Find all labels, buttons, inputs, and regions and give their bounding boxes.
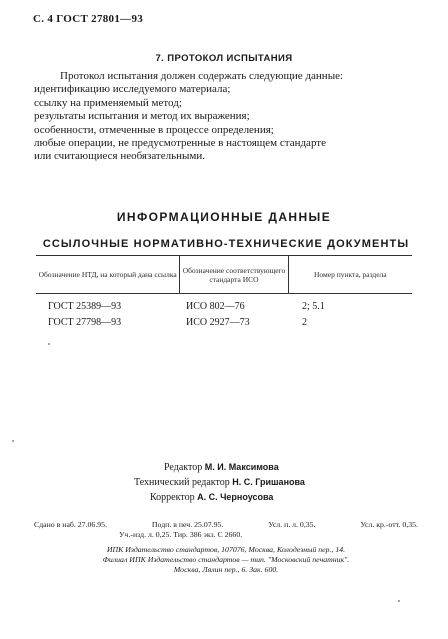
column-header-ntd: Обозначение НТД, на который дана ссылка <box>38 270 177 279</box>
imprint-block <box>34 520 418 540</box>
cell-iso: ИСО 802—76 <box>186 300 245 312</box>
imprint-typeset: Сдано в наб. 27.06.95. <box>34 520 108 529</box>
scan-speck <box>12 440 14 442</box>
section-title: 7. ПРОТОКОЛ ИСПЫТАНИЯ <box>155 53 293 64</box>
proofreader-name: А. С. Черноусова <box>197 492 274 502</box>
section-body <box>34 70 414 164</box>
table-header-row <box>36 256 412 293</box>
table-row <box>36 298 412 314</box>
column-header-iso: Обозначение соответствующего стандарта ИСО <box>179 256 288 293</box>
proofreader-line <box>120 490 305 505</box>
cell-clause: 2; 5.1 <box>302 300 325 312</box>
table-header-rule <box>36 293 412 294</box>
credits-block <box>120 460 305 505</box>
tech-editor-name: Н. С. Гришанова <box>232 477 305 487</box>
imprint-print-run: Уч.-изд. л. 0,25. Тир. 386 экз. С 2660. <box>119 530 243 539</box>
editor-line <box>120 460 305 475</box>
cell-iso: ИСО 2927—73 <box>186 316 250 328</box>
cell-ntd: ГОСТ 27798—93 <box>48 316 122 328</box>
paragraph-line: любые операции, не предусмотренные в настоящем стандарте <box>34 137 326 150</box>
publisher-line: Филиал ИПК Издательство стандартов — тип. "Московский печатник". <box>102 555 350 564</box>
references-table <box>36 255 412 330</box>
editor-name: М. И. Максимова <box>204 462 279 472</box>
publisher-line: Москва, Лялин пер., 6. Зак. 600. <box>173 565 279 574</box>
paragraph-line: идентификацию исследуемого материала; <box>34 83 231 96</box>
page-header: С. 4 ГОСТ 27801—93 <box>33 13 144 25</box>
scan-speck <box>398 600 400 602</box>
editor-label: Редактор <box>164 462 203 473</box>
cell-ntd: ГОСТ 25389—93 <box>48 300 122 312</box>
tech-editor-line <box>120 475 305 490</box>
paragraph-line: ссылку на применяемый метод; <box>34 96 182 109</box>
imprint-line <box>34 520 418 530</box>
imprint-signed: Подп. в печ. 25.07.95. <box>151 520 224 529</box>
paragraph-line: особенности, отмеченные в процессе определения; <box>34 123 274 136</box>
references-title: ССЫЛОЧНЫЕ НОРМАТИВНО-ТЕХНИЧЕСКИЕ ДОКУМЕНТЫ <box>42 238 410 250</box>
info-title: ИНФОРМАЦИОННЫЕ ДАННЫЕ <box>116 210 332 224</box>
paragraph-line: Протокол испытания должен содержать следующие данные: <box>60 70 344 82</box>
scan-speck <box>48 343 50 345</box>
tech-editor-label: Технический редактор <box>134 477 230 488</box>
column-header-clause: Номер пункта, раздела <box>314 270 387 279</box>
publisher-block <box>34 545 418 575</box>
table-row <box>36 314 412 330</box>
imprint-prints: Усл. кр.-отт. 0,35. <box>360 520 418 529</box>
paragraph-line: или считающиеся необязательными. <box>34 150 206 163</box>
publisher-line: ИПК Издательство стандартов, 107076, Москва, Колодезный пер., 14. <box>106 545 346 554</box>
imprint-sheets: Усл. п. л. 0,35. <box>268 520 316 529</box>
paragraph-line: результаты испытания и метод их выражения; <box>34 110 250 123</box>
cell-clause: 2 <box>302 316 307 328</box>
proofreader-label: Корректор <box>150 492 195 503</box>
